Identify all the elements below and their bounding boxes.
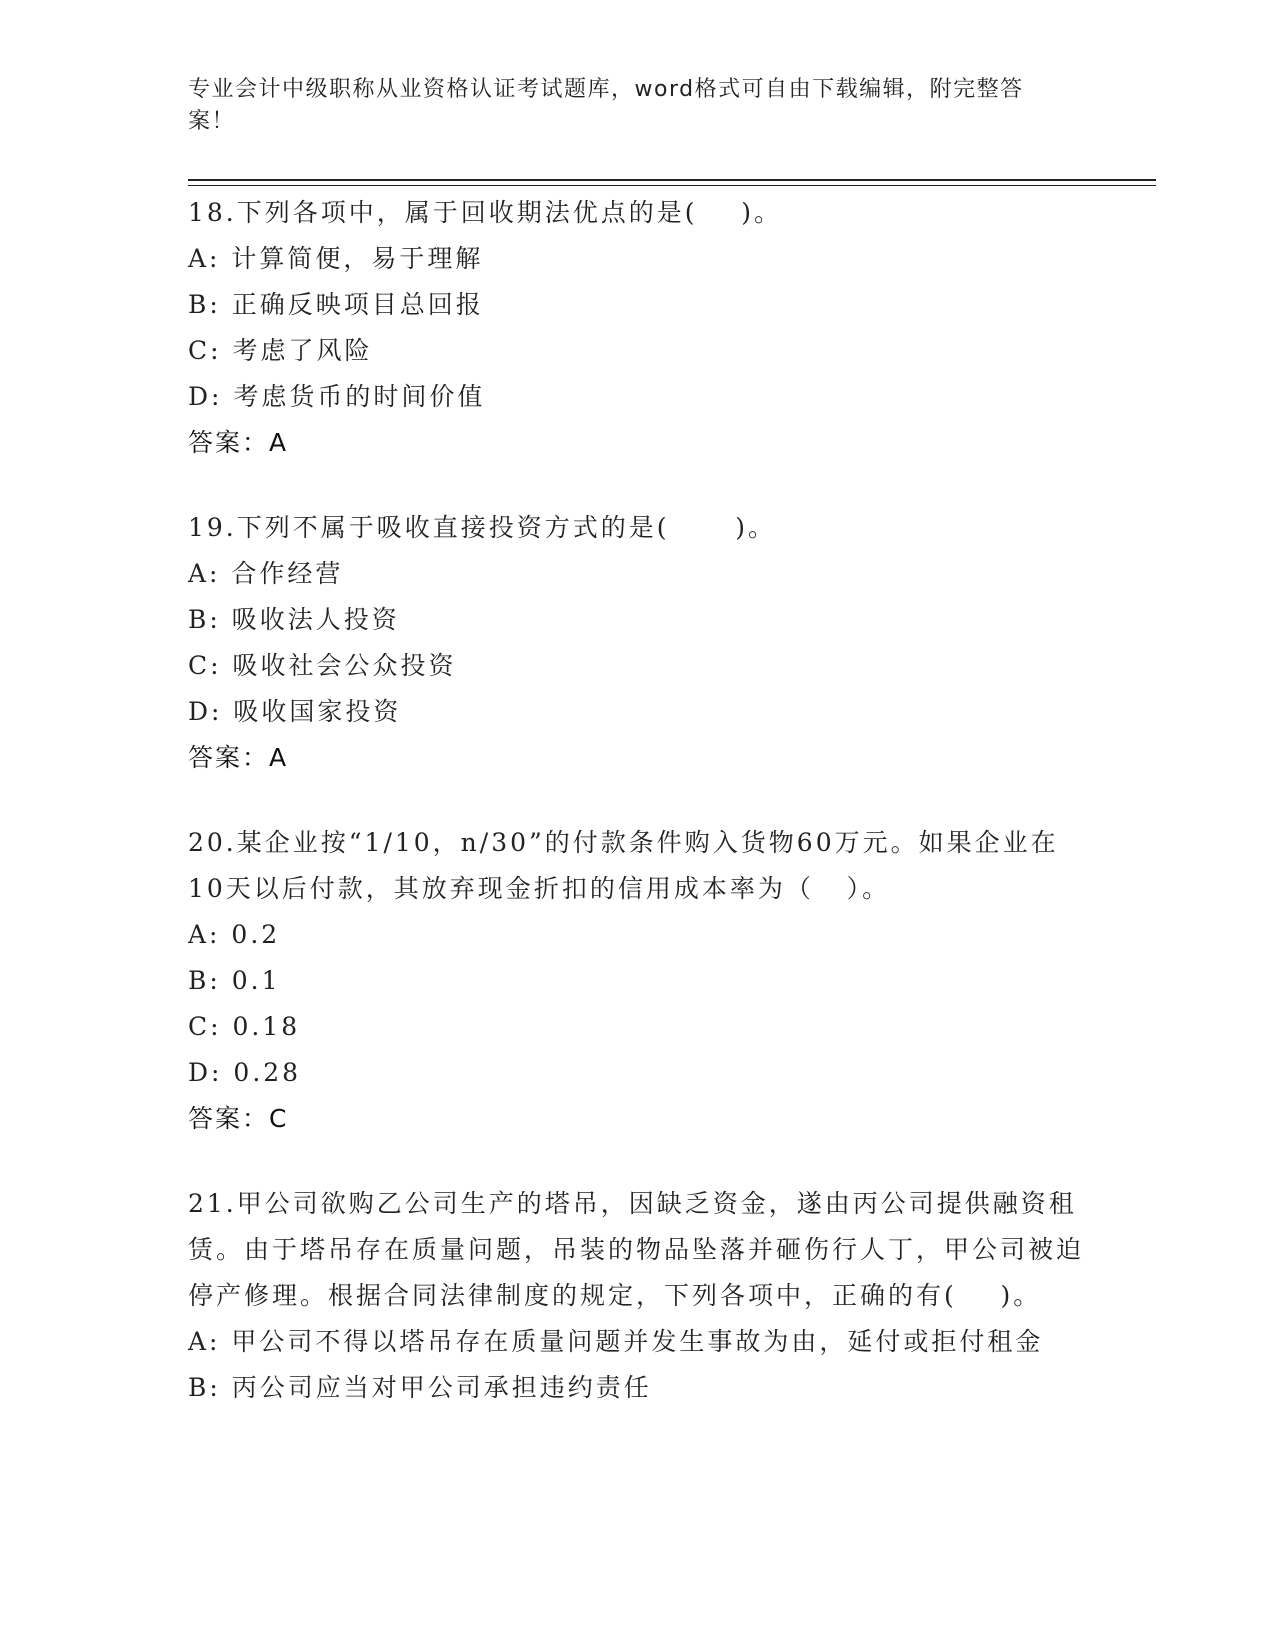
question-item — [188, 505, 1088, 781]
document-header: 专业会计中级职称从业资格认证考试题库，word格式可自由下载编辑，附完整答案！ — [188, 77, 1024, 134]
question-item — [188, 1181, 1088, 1411]
option-c: C: 0.18 — [188, 1012, 301, 1041]
answer-line: 答案：C — [188, 1104, 289, 1133]
question-text: 18.下列各项中，属于回收期法优点的是( )。 — [188, 198, 783, 227]
option-c: C: 考虑了风险 — [188, 336, 373, 365]
question-text: 19.下列不属于吸收直接投资方式的是( )。 — [188, 513, 776, 542]
question-item — [188, 190, 1088, 466]
option-b: B: 正确反映项目总回报 — [188, 290, 484, 319]
option-b: B: 丙公司应当对甲公司承担违约责任 — [188, 1373, 652, 1402]
option-a: A: 0.2 — [188, 920, 281, 949]
header-divider-thick — [188, 179, 1156, 181]
option-b: B: 吸收法人投资 — [188, 605, 400, 634]
option-a: A: 甲公司不得以塔吊存在质量问题并发生事故为由，延付或拒付租金 — [188, 1327, 1044, 1356]
question-list — [188, 190, 1088, 1450]
option-d: D: 0.28 — [188, 1058, 302, 1087]
option-c: C: 吸收社会公众投资 — [188, 651, 457, 680]
option-a: A: 计算简便，易于理解 — [188, 244, 484, 273]
option-a: A: 合作经营 — [188, 559, 344, 588]
option-d: D: 吸收国家投资 — [188, 697, 402, 726]
question-text: 20.某企业按“1/10，n/30”的付款条件购入货物60万元。如果企业在10天以后付款，其放弃现金折扣的信用成本率为（ ）。 — [188, 828, 1059, 903]
answer-line: 答案：A — [188, 428, 289, 457]
option-d: D: 考虑货币的时间价值 — [188, 382, 486, 411]
question-item — [188, 820, 1088, 1142]
question-text: 21.甲公司欲购乙公司生产的塔吊，因缺乏资金，遂由丙公司提供融资租赁。由于塔吊存在质量问题，吊装的物品坠落并砸伤行人丁，甲公司被迫停产修理。根据合同法律制度的规定，下列各项中，正确的有( )。 — [188, 1189, 1085, 1310]
answer-line: 答案：A — [188, 743, 289, 772]
header-divider-thin — [188, 185, 1156, 186]
option-b: B: 0.1 — [188, 966, 281, 995]
